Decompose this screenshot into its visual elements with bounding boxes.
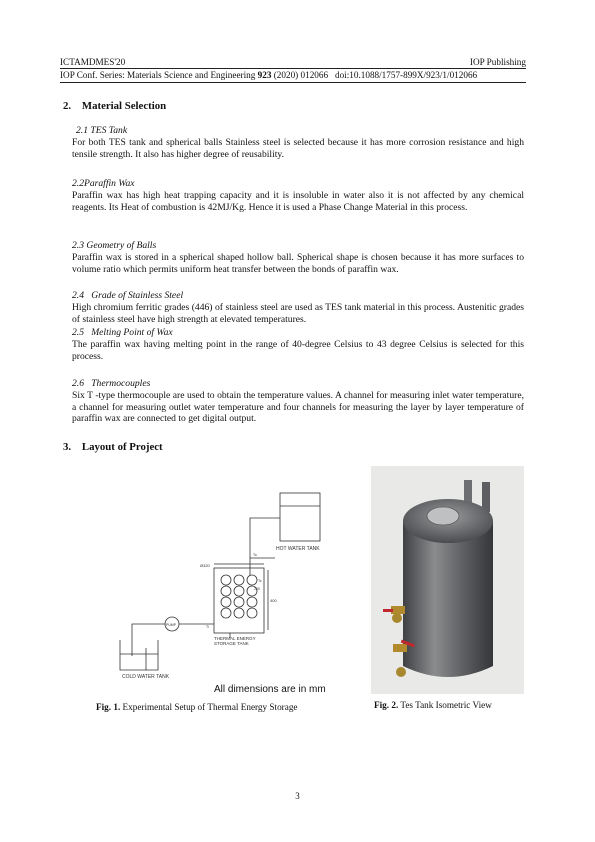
paraffin-balls bbox=[221, 575, 257, 618]
height-label: 400 bbox=[270, 598, 277, 603]
paragraph: High chromium ferritic grades (446) of stainless steel are used as TES tank material in this process. Austenitic grades of stainless steel have high strength at elevated temperatures. bbox=[72, 302, 524, 325]
citation-line bbox=[60, 70, 477, 80]
figure-1-schematic bbox=[90, 478, 358, 698]
diameter-label: Ø320 bbox=[200, 563, 210, 568]
tank-body-icon bbox=[403, 521, 493, 677]
cold-tank-label: COLD WATER TANK bbox=[122, 674, 170, 680]
header-rule-top bbox=[60, 68, 526, 69]
paragraph: For both TES tank and spherical balls Stainless steel is selected because it has more corrosion resistance and high tensile strength. It also has higher degree of reusability. bbox=[72, 137, 524, 160]
subsection-title: 2.6 Thermocouples bbox=[72, 378, 151, 389]
subsection-title: 2.5 Melting Point of Wax bbox=[72, 327, 173, 338]
valve-icon bbox=[393, 644, 407, 652]
tes-label-line2: STORAGE TANK bbox=[214, 641, 249, 646]
figure-1-label: Fig. 1. bbox=[96, 702, 121, 712]
ti-label: Ti bbox=[206, 625, 209, 629]
running-header-right: IOP Publishing bbox=[469, 57, 526, 67]
running-header-left: ICTAMDMES'20 bbox=[60, 57, 126, 67]
hot-water-tank-shape bbox=[280, 493, 320, 541]
subsection-title: 2.3 Geometry of Balls bbox=[72, 240, 157, 251]
figure-2-image bbox=[371, 466, 524, 694]
header-rule-bottom bbox=[60, 82, 526, 83]
cold-water-tank-shape bbox=[120, 640, 158, 670]
paragraph: Paraffin wax has high heat trapping capacity and it is insoluble in water also it is not affected by any chemical reagents. Its Heat of combustion is 42MJ/Kg. Hence it is used a Phase Change Material in this process. bbox=[72, 190, 524, 213]
page-number: 3 bbox=[295, 791, 300, 801]
section-heading: 2. Material Selection bbox=[63, 100, 167, 112]
paragraph: Paraffin wax is stored in a spherical shaped hollow ball. Spherical shape is chosen because it has more surfaces to volume ratio which permits uniform heat transfer between the bonds of paraffin wax. bbox=[72, 252, 524, 275]
figure-2-caption bbox=[374, 700, 492, 710]
to-label: To bbox=[253, 553, 257, 557]
dimensions-note: All dimensions are in mm bbox=[214, 684, 326, 695]
figure-2-label: Fig. 2. bbox=[374, 700, 399, 710]
figure-1-caption bbox=[96, 702, 298, 712]
paragraph: The paraffin wax having melting point in the range of 40-degree Celsius to 43 degree Celsius is selected for this process. bbox=[72, 339, 524, 362]
pump-label: PUMP bbox=[166, 623, 177, 627]
tes-label-line1: THERMAL ENERGY bbox=[214, 636, 256, 641]
paragraph: Six T -type thermocouple are used to obtain the temperature values. A channel for measuring inlet water temperature, a channel for measuring outlet water temperature and four channels for measuring the layer by layer temperature of paraffin wax are connected to get digital output. bbox=[72, 390, 524, 425]
valve-icon bbox=[391, 606, 405, 614]
tc-short-label: Tc bbox=[258, 579, 262, 583]
citation-volume: 923 bbox=[257, 70, 272, 80]
citation-doi: (2020) 012066 doi:10.1088/1757-899X/923/1/012066 bbox=[271, 70, 478, 80]
tc-label: 200 bbox=[254, 587, 260, 591]
hot-tank-label: HOT WATER TANK bbox=[276, 546, 320, 552]
citation-series: IOP Conf. Series: Materials Science and Engineering bbox=[60, 70, 258, 80]
subsection-title: 2.4 Grade of Stainless Steel bbox=[72, 290, 184, 301]
figure-1-caption-text: Experimental Setup of Thermal Energy Storage bbox=[120, 702, 298, 712]
subsection-title: 2.1 TES Tank bbox=[76, 125, 128, 136]
subsection-title: 2.2Paraffin Wax bbox=[72, 178, 135, 189]
figure-2-caption-text: Tes Tank Isometric View bbox=[398, 700, 492, 710]
section-heading: 3. Layout of Project bbox=[63, 441, 163, 453]
